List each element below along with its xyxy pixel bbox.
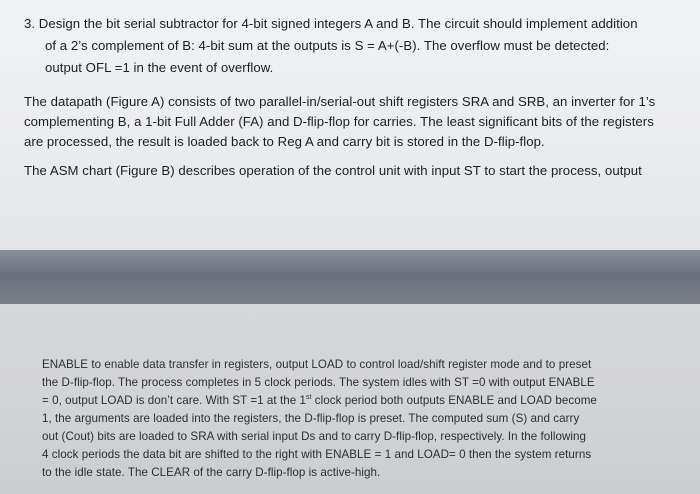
datapath-line-3: are processed, the result is loaded back to Reg A and carry bit is stored in the D-flip-flop.: [24, 134, 545, 149]
ordinal-superscript: st: [305, 394, 312, 402]
asm-line-1: The ASM chart (Figure B) describes operation of the control unit with input ST to start the process, output: [24, 163, 642, 178]
datapath-line-2: complementing B, a 1-bit Full Adder (FA) and D-flip-flop for carries. The least significant bits of the registers: [24, 114, 654, 129]
datapath-line-1: The datapath (Figure A) consists of two parallel-in/serial-out shift registers SRA and SRB, an inverter for 1’s: [24, 94, 656, 109]
continuation-line-3: [42, 395, 597, 407]
continuation-line-3-start: = 0, output LOAD is don’t care. With ST =1 at the 1: [42, 394, 306, 407]
page-bottom-section: [0, 304, 700, 494]
question-line-2: of a 2’s complement of B: 4-bit sum at the outputs is S = A+(-B). The overflow must be detected:: [45, 38, 610, 53]
question-line-1: 3. Design the bit serial subtractor for 4-bit signed integers A and B. The circuit should implement addition: [24, 16, 638, 31]
page-divider: [0, 250, 700, 304]
continuation-line-5: out (Cout) bits are loaded to SRA with serial input Ds and to carry D-flip-flop, respectively. In the following: [42, 430, 587, 443]
question-line-3: output OFL =1 in the event of overflow.: [45, 60, 274, 75]
continuation-line-7: to the idle state. The CLEAR of the carry D-flip-flop is active-high.: [42, 466, 381, 479]
continuation-line-2: the D-flip-flop. The process completes in 5 clock periods. The system idles with ST =0 with output ENABLE: [42, 376, 595, 389]
continuation-line-1: ENABLE to enable data transfer in registers, output LOAD to control load/shift register mode and to preset: [42, 358, 592, 371]
continuation-line-4: 1, the arguments are loaded into the registers, the D-flip-flop is preset. The computed sum (S) and carry: [42, 412, 580, 425]
continuation-line-6: 4 clock periods the data bit are shifted to the right with ENABLE = 1 and LOAD= 0 then the system returns: [42, 448, 592, 461]
continuation-line-3-end: clock period both outputs ENABLE and LOAD become: [311, 394, 597, 407]
